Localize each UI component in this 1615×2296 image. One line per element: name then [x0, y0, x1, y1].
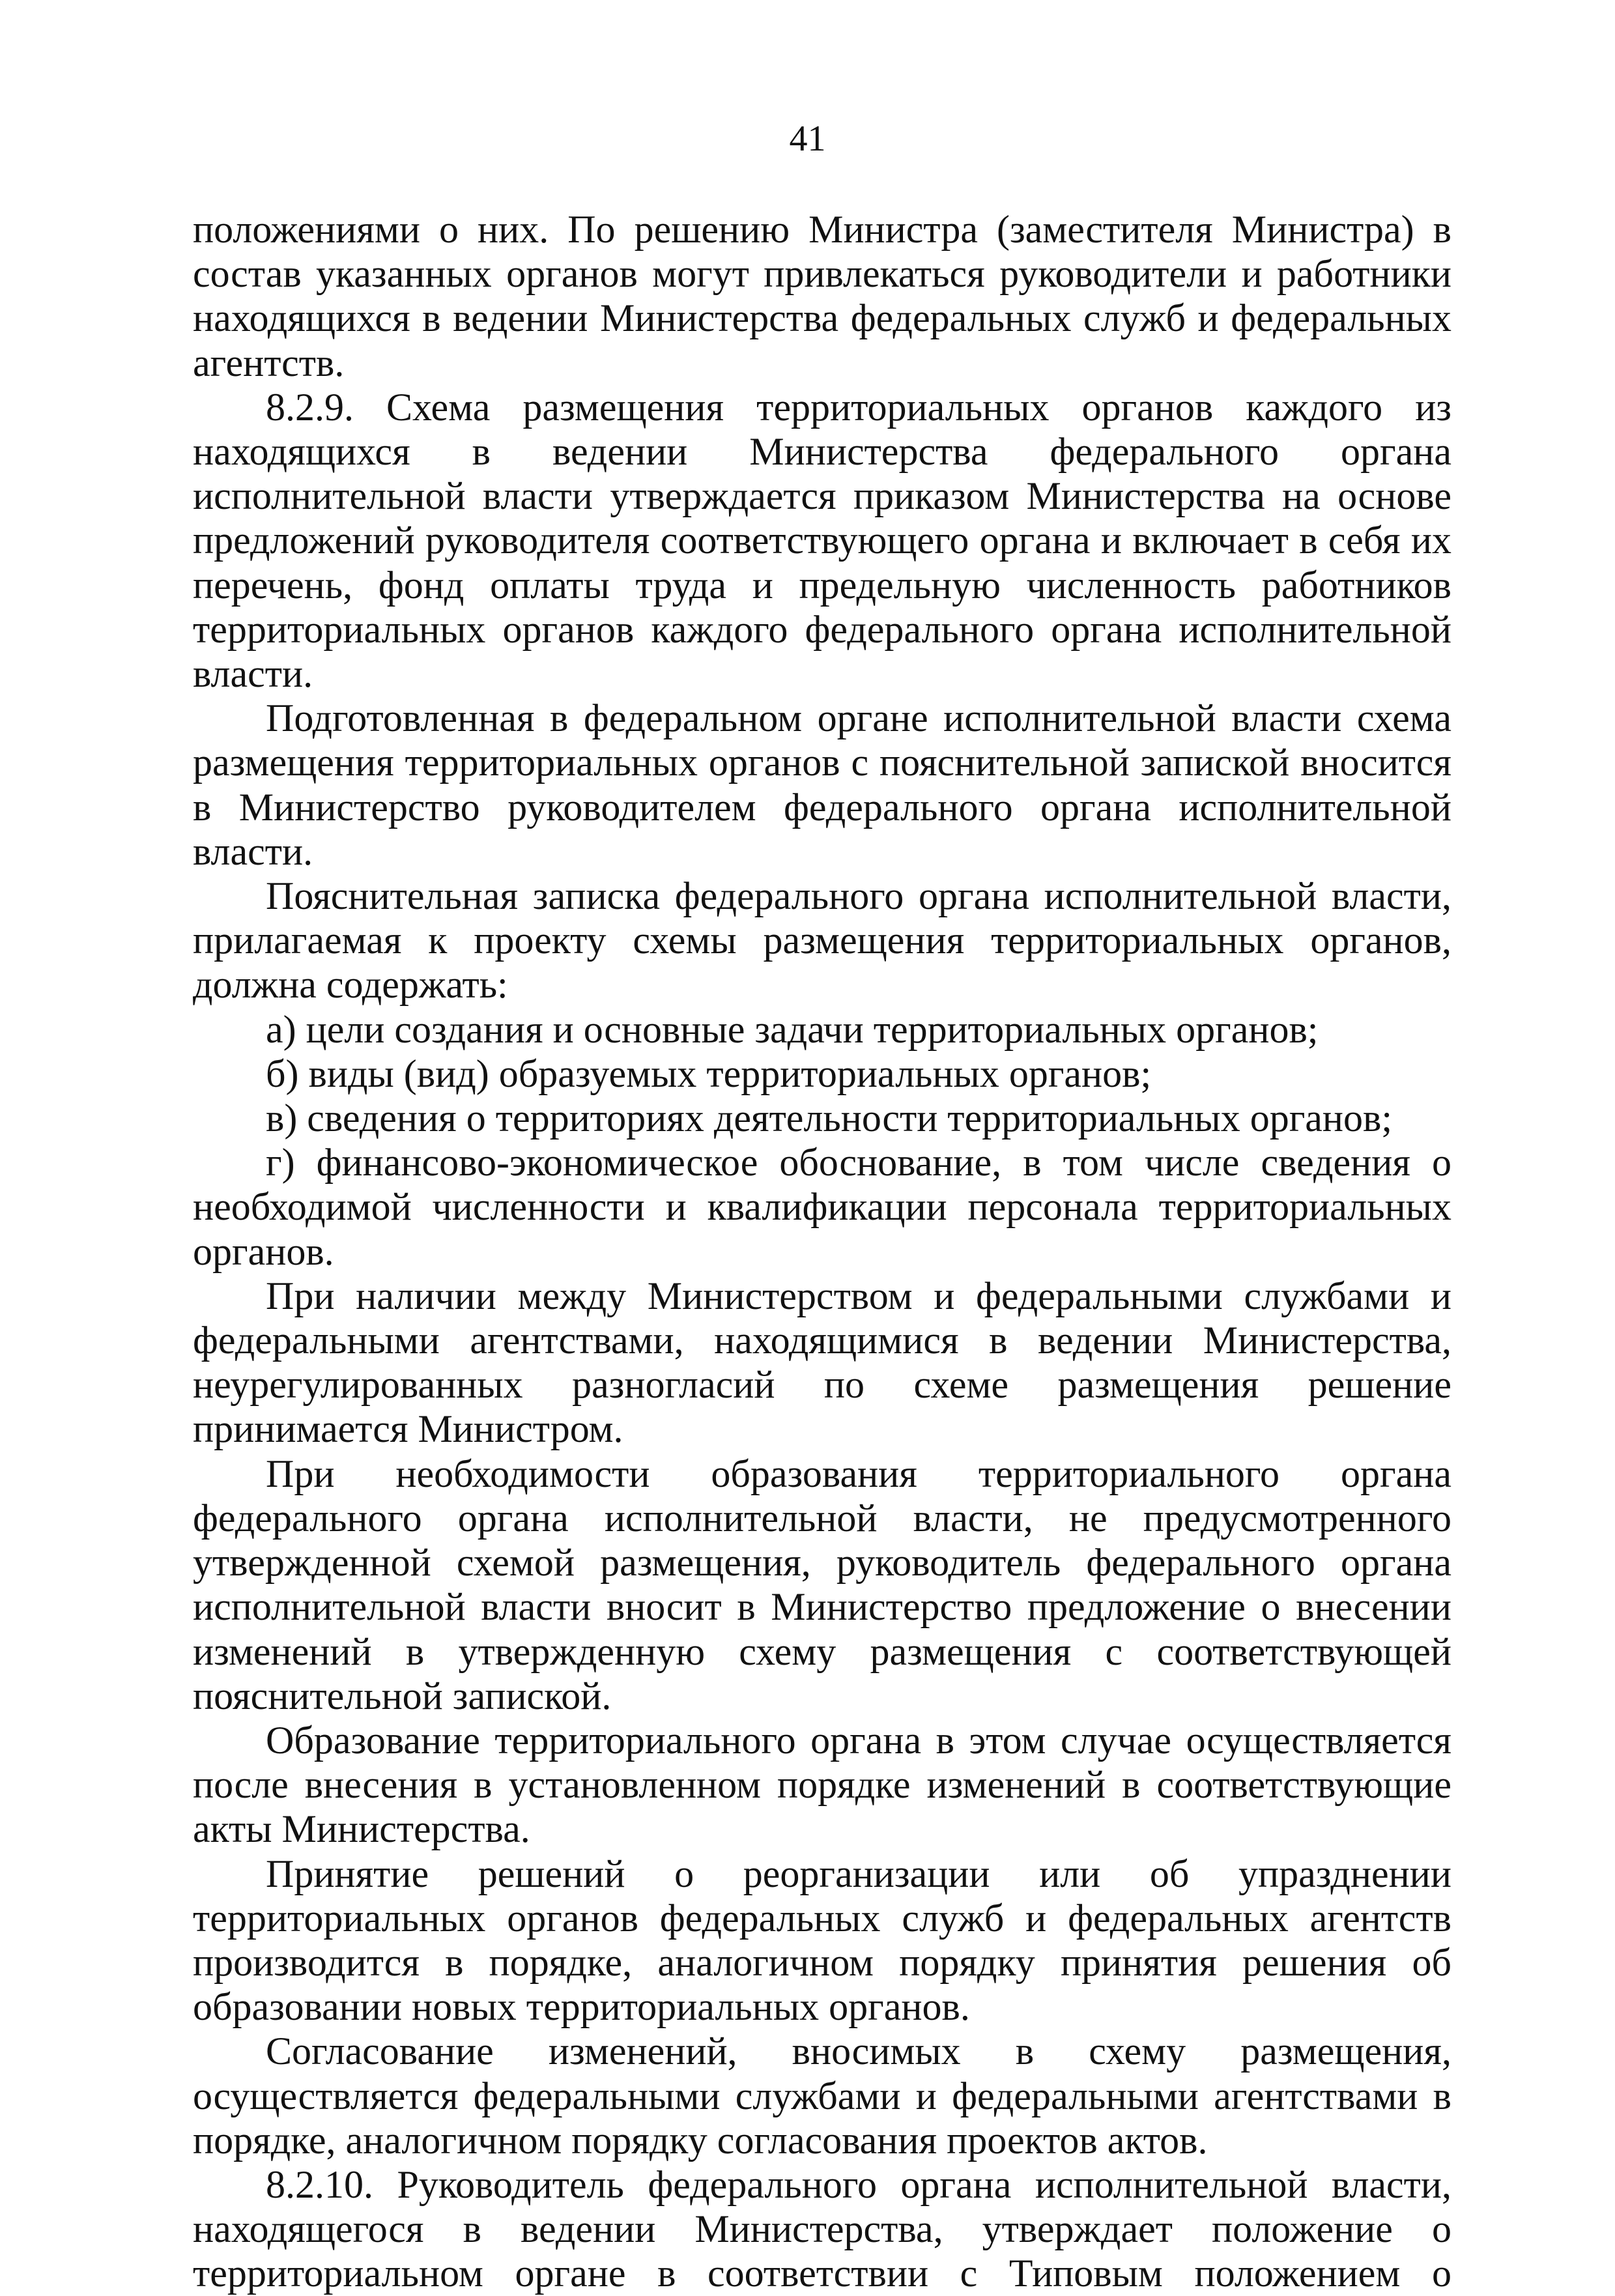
paragraph-prepared-scheme: Подготовленная в федеральном органе исполнительной власти схема размещения территориальных органов с пояснительной запиской вносится в Министерство руководителем федерального органа исполнительной власти. [193, 696, 1451, 873]
list-item-b: б) виды (вид) образуемых территориальных органов; [266, 1052, 1152, 1095]
paragraph-reorganization: Принятие решений о реорганизации или об упразднении территориальных органов федеральных служб и федеральных агентств производится в порядке, аналогичном порядку принятия решения об образовании новых территориальных органов. [193, 1852, 1451, 2029]
list-item-a: а) цели создания и основные задачи территориальных органов; [266, 1007, 1319, 1051]
body-text [193, 207, 1451, 2296]
page-number: 41 [789, 119, 826, 159]
paragraph-formation: Образование территориального органа в этом случае осуществляется после внесения в установленном порядке изменений в соответствующие акты Министерства. [193, 1718, 1451, 1851]
list-item-g: г) финансово-экономическое обоснование, в том числе сведения о необходимой численности и квалификации персонала территориальных органов. [193, 1141, 1451, 1273]
paragraph-approval-of-changes: Согласование изменений, вносимых в схему размещения, осуществляется федеральными службами и федеральными агентствами в порядке, аналогичном порядку согласования проектов актов. [193, 2030, 1451, 2162]
paragraph-disagreements: При наличии между Министерством и федеральными службами и федеральными агентствами, находящимися в ведении Министерства, неурегулированных разногласий по схеме размещения решение принимается Министром. [193, 1274, 1451, 1451]
paragraph-continuation: положениями о них. По решению Министра (заместителя Министра) в состав указанных органов могут привлекаться руководители и работники находящихся в ведении Министерства федеральных служб и федеральных агентств. [193, 208, 1451, 384]
paragraph-8-2-10: 8.2.10. Руководитель федерального органа исполнительной власти, находящегося в ведении Министерства, утверждает положение о территориальном органе в соответствии с Типовым положением о [193, 2162, 1451, 2295]
paragraph-explanatory-note: Пояснительная записка федерального органа исполнительной власти, прилагаемая к проекту схемы размещения территориальных органов, должна содержать: [193, 874, 1451, 1007]
list-item-v: в) сведения о территориях деятельности территориальных органов; [266, 1097, 1393, 1140]
paragraph-8-2-9: 8.2.9. Схема размещения территориальных органов каждого из находящихся в ведении Министерства федерального органа исполнительной власти утверждается приказом Министерства на основе предложений руководителя соответствующего органа и включает в себя их перечень, фонд оплаты труда и предельную численность работников территориальных органов каждого федерального органа исполнительной власти. [193, 385, 1451, 696]
paragraph-unplanned-body: При необходимости образования территориального органа федерального органа исполнительной власти, не предусмотренного утвержденной схемой размещения, руководитель федерального органа исполнительной власти вносит в Министерство предложение о внесении изменений в утвержденную схему размещения с соответствующей пояснительной запиской. [193, 1452, 1451, 1717]
